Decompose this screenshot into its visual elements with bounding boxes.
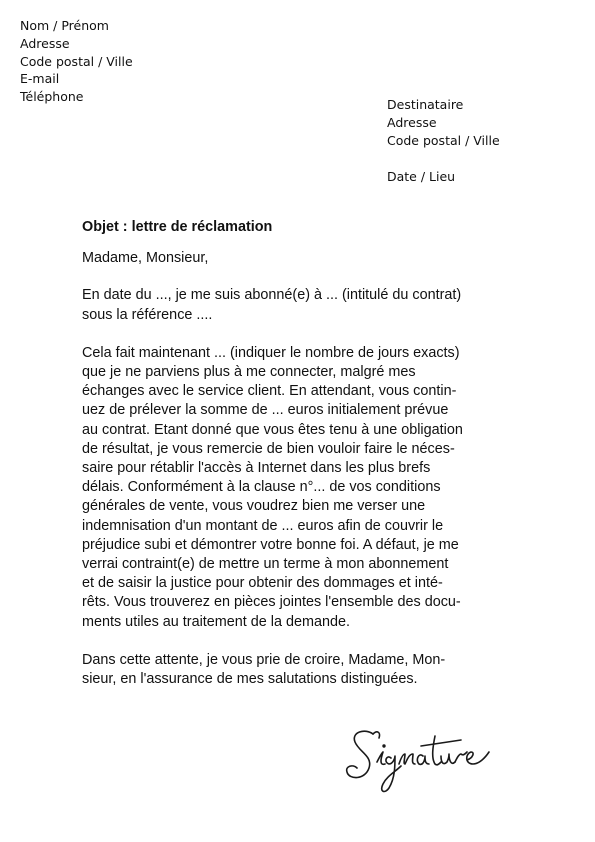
- recipient-postal-city: Code postal / Ville: [387, 133, 500, 149]
- paragraph-line: générales de vente, vous voudrez bien me verser une: [82, 498, 426, 515]
- paragraph-complaint: [82, 344, 522, 632]
- paragraph-line: ments utiles au traitement de la demande.: [82, 613, 350, 630]
- paragraph-subscription: [82, 286, 522, 324]
- handwritten-signature: [343, 722, 493, 797]
- paragraph-line: En date du ..., je me suis abonné(e) à ... (intitulé du contrat): [82, 287, 462, 304]
- paragraph-line: rêts. Vous trouverez en pièces jointes l'ensemble des docu-: [82, 594, 461, 611]
- letter-subject: Objet : lettre de réclamation: [82, 219, 273, 235]
- paragraph-line: sous la référence ....: [82, 306, 213, 323]
- sender-postal-city: Code postal / Ville: [20, 53, 133, 69]
- paragraph-line: préjudice subi et démontrer votre bonne foi. A défaut, je me: [82, 536, 459, 553]
- paragraph-line: uez de prélever la somme de ... euros initialement prévue: [82, 402, 449, 419]
- letter-salutation: Madame, Monsieur,: [82, 250, 209, 267]
- paragraph-line: sieur, en l'assurance de mes salutations distinguées.: [82, 671, 418, 688]
- paragraph-line: saire pour rétablir l'accès à Internet dans les plus brefs: [82, 460, 431, 477]
- paragraph-line: au contrat. Etant donné que vous êtes tenu à une obligation: [82, 421, 463, 438]
- sender-block: [20, 17, 133, 106]
- letter-body: [82, 218, 522, 708]
- paragraph-line: que je ne parviens plus à me connecter, malgré mes: [82, 364, 416, 381]
- sender-phone: Téléphone: [20, 89, 84, 105]
- sender-email: E-mail: [20, 71, 60, 87]
- date-place: Date / Lieu: [387, 168, 456, 184]
- paragraph-line: et de saisir la justice pour obtenir des dommages et inté-: [82, 575, 443, 592]
- paragraph-line: Dans cette attente, je vous prie de croire, Madame, Mon-: [82, 651, 446, 668]
- paragraph-line: Cela fait maintenant ... (indiquer le nombre de jours exacts): [82, 344, 460, 361]
- recipient-name: Destinataire: [387, 97, 464, 112]
- paragraph-line: de résultat, je vous remercie de bien vouloir faire le néces-: [82, 440, 455, 457]
- paragraph-line: verrai contraint(e) de mettre un terme à mon abonnement: [82, 556, 449, 573]
- sender-name: Nom / Prénom: [20, 18, 109, 33]
- paragraph-closing: [82, 651, 522, 689]
- recipient-block: [387, 96, 500, 186]
- paragraph-line: échanges avec le service client. En attendant, vous contin-: [82, 383, 457, 400]
- recipient-address: Adresse: [387, 115, 437, 131]
- paragraph-line: délais. Conformément à la clause n°... de vos conditions: [82, 479, 441, 496]
- sender-address: Adresse: [20, 35, 70, 51]
- paragraph-line: indemnisation d'un montant de ... euros afin de couvrir le: [82, 517, 444, 534]
